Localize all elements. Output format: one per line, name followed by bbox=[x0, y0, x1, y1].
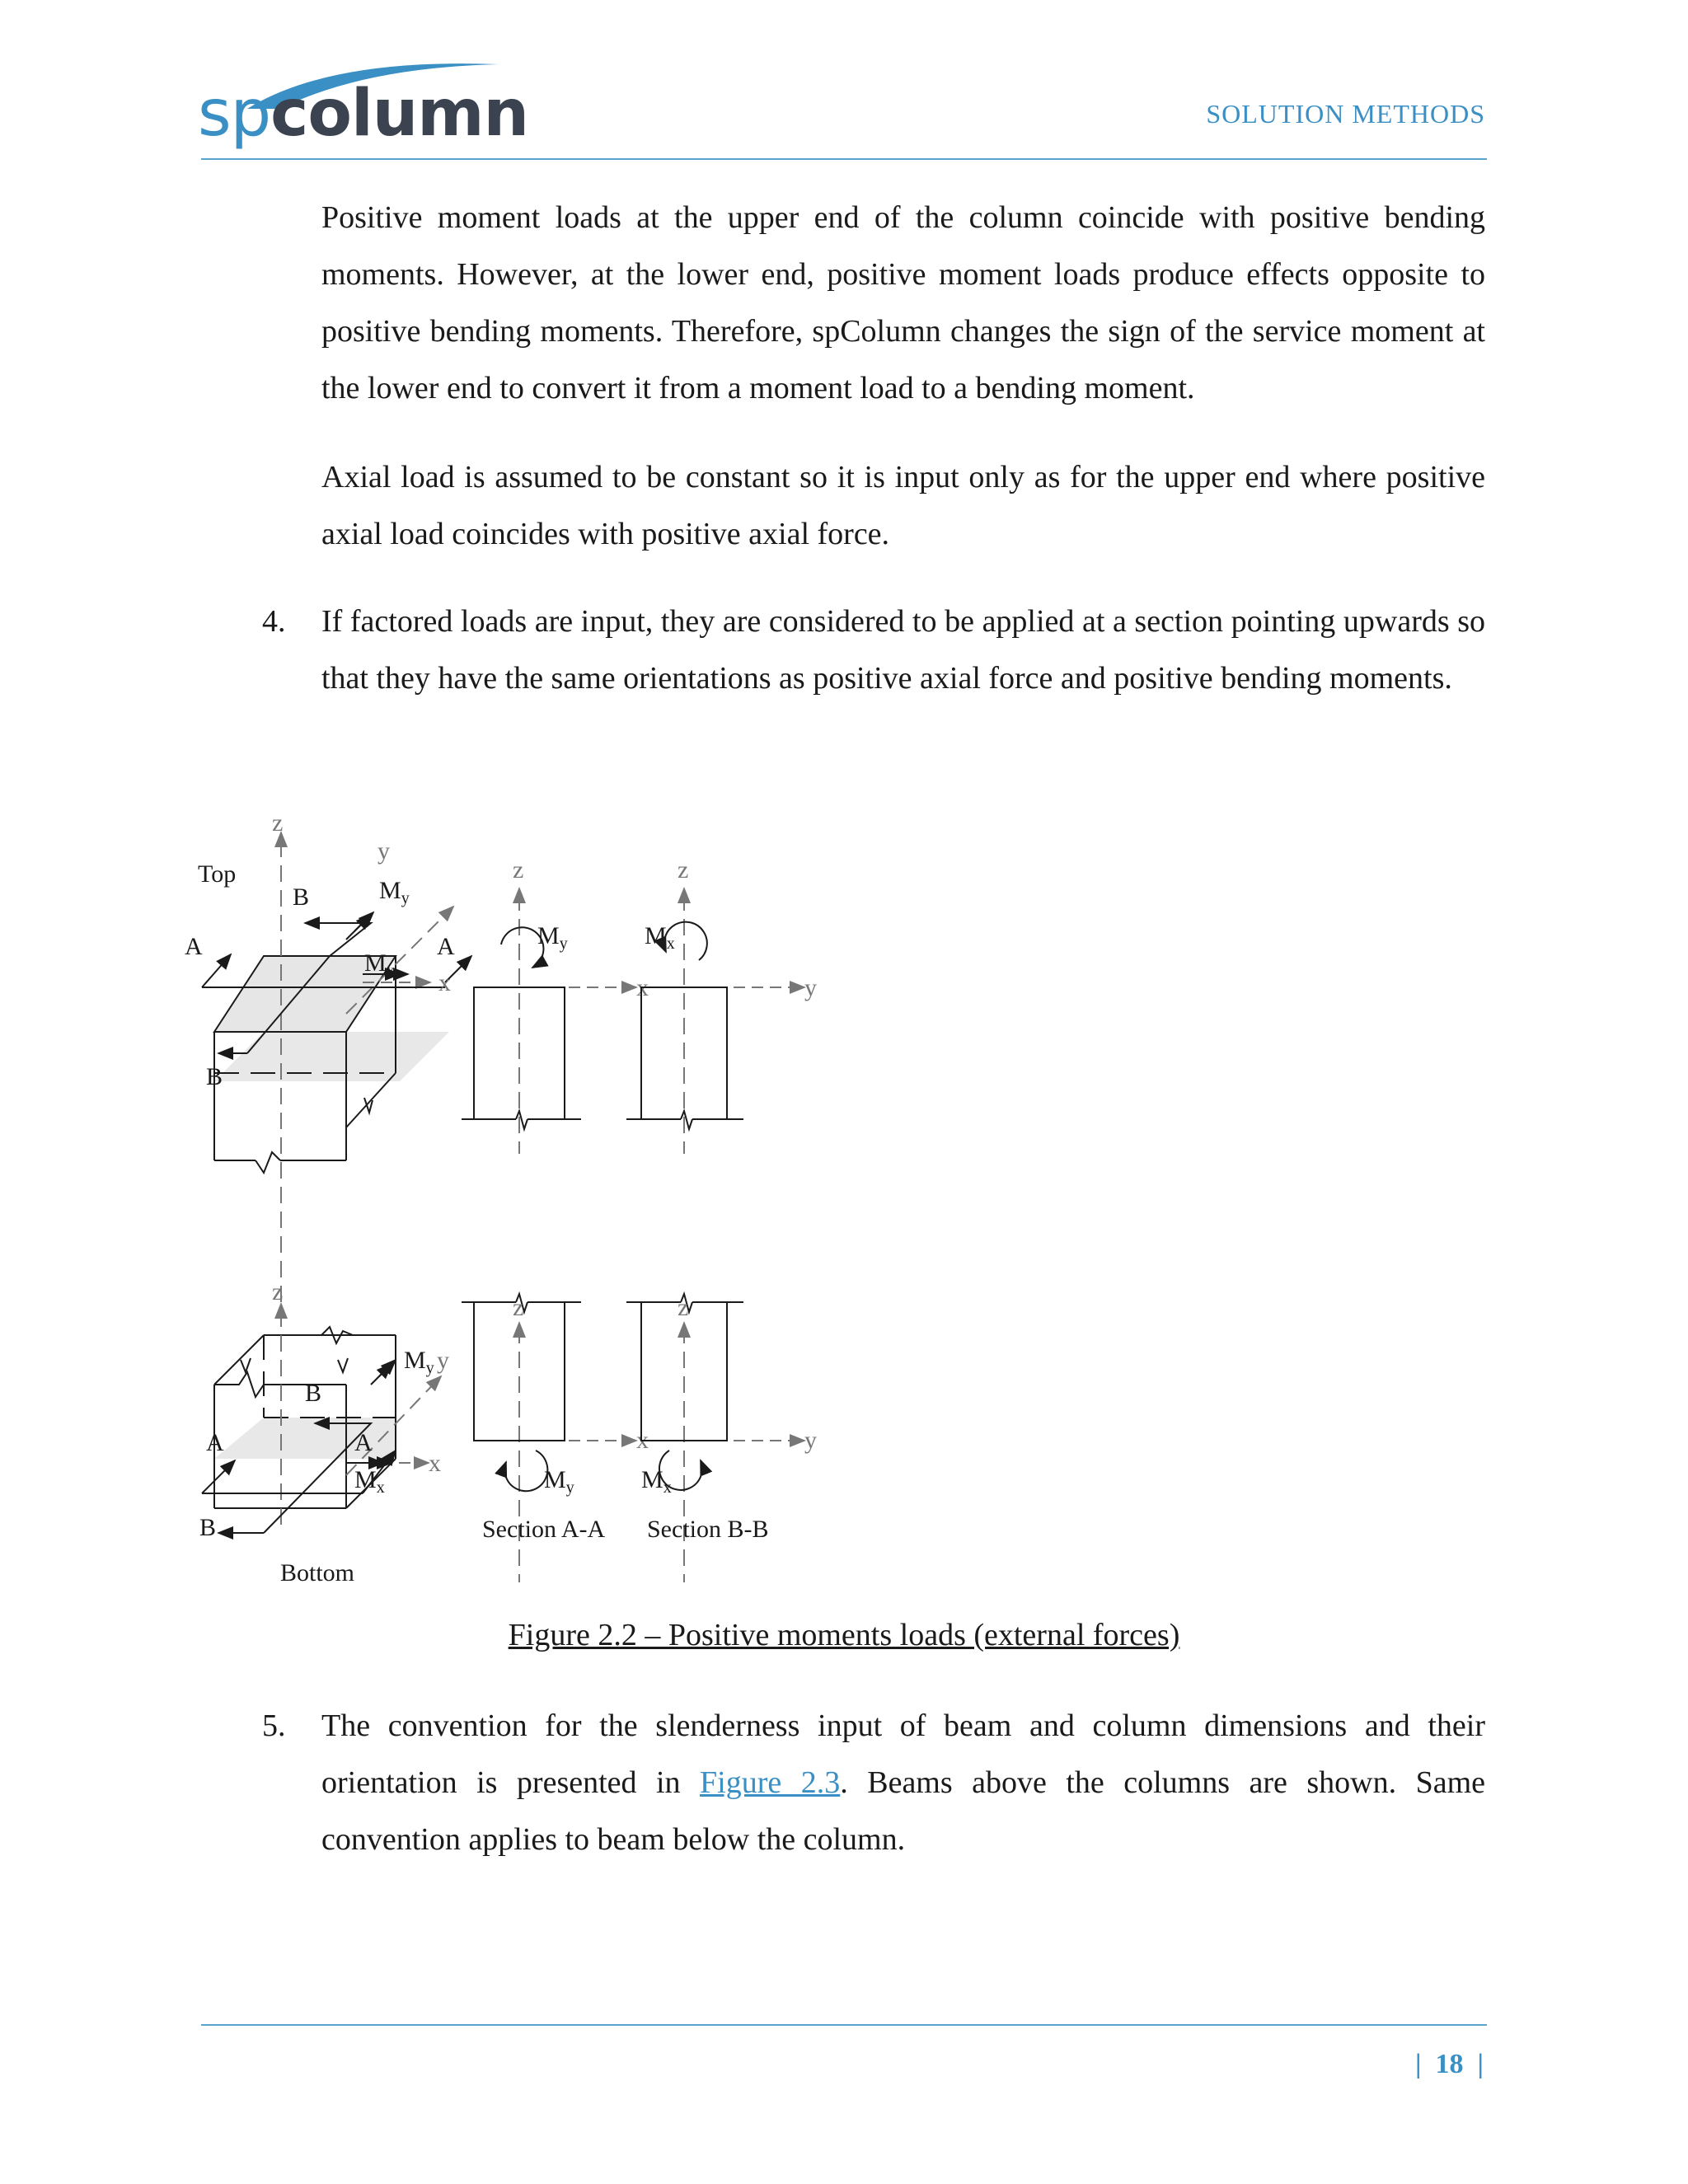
label-a-left: A bbox=[185, 933, 203, 960]
list-number-4: 4. bbox=[262, 604, 286, 639]
footer-divider bbox=[201, 2024, 1487, 2026]
svg-text:y: y bbox=[804, 1427, 817, 1454]
bottom-section-b-b bbox=[626, 1294, 817, 1582]
label-section-b-b: Section B-B bbox=[647, 1516, 769, 1543]
label-bottom: Bottom bbox=[280, 1559, 355, 1586]
list-item-5-text: The convention for the slenderness input of beam and column dimensions and their orientation is presented in Figure 2.3. Beams above the columns are shown. Same convention applies to beam below the column. bbox=[321, 1708, 1486, 1857]
svg-text:z: z bbox=[513, 1294, 524, 1321]
svg-text:My: $M_y$ bbox=[544, 1466, 574, 1497]
svg-text:My: $M_y$ bbox=[404, 1347, 434, 1377]
svg-text:z: z bbox=[272, 1278, 284, 1305]
svg-text:y: y bbox=[437, 1347, 449, 1374]
list-number-5: 5. bbox=[262, 1708, 286, 1743]
top-column-isometric bbox=[214, 956, 449, 1173]
svg-text:My: $M_y$ bbox=[537, 922, 568, 953]
svg-text:x: x bbox=[636, 1427, 649, 1454]
label-b-left: B bbox=[206, 1063, 223, 1090]
section-title: SOLUTION METHODS bbox=[1206, 99, 1485, 129]
axis-z-top-iso: z bbox=[272, 809, 284, 837]
svg-text:z: z bbox=[678, 856, 689, 883]
svg-text:B: B bbox=[305, 1380, 322, 1407]
logo-main: column bbox=[270, 77, 529, 151]
moment-mx-top-iso: $M_x$ bbox=[364, 949, 395, 980]
page-number: | 18 | bbox=[1415, 2049, 1484, 2079]
figure-caption: Figure 2.2 – Positive moments loads (external forces) bbox=[508, 1618, 1180, 1652]
svg-text:A: A bbox=[206, 1429, 224, 1456]
list-item-4-text: If factored loads are input, they are considered to be applied at a section pointing upwards so that they have the same orientations as positive axial force and positive bending moments. bbox=[321, 604, 1485, 696]
svg-text:z: z bbox=[513, 856, 524, 883]
svg-text:y: y bbox=[804, 974, 817, 1001]
paragraph-axial-load: Axial load is assumed to be constant so it is input only as for the upper end where positive axial load coincides with positive axial force. bbox=[321, 460, 1485, 551]
axis-x-top-iso: x bbox=[438, 969, 451, 996]
label-b-top: B bbox=[293, 883, 310, 911]
svg-text:x: x bbox=[636, 974, 649, 1001]
figure-2-3-link[interactable]: Figure 2.3 bbox=[700, 1765, 841, 1800]
bottom-section-a-a bbox=[462, 1294, 649, 1582]
svg-text:x: x bbox=[429, 1450, 441, 1477]
label-top: Top bbox=[198, 860, 237, 888]
svg-text:A: A bbox=[354, 1429, 373, 1456]
top-section-b-b bbox=[626, 856, 817, 1154]
top-section-a-a bbox=[462, 856, 649, 1154]
svg-text:Mx: $M_x$ bbox=[645, 922, 675, 953]
figure-2-2-diagram bbox=[185, 791, 1352, 1615]
spcolumn-logo bbox=[198, 58, 529, 151]
svg-text:z: z bbox=[678, 1294, 689, 1321]
svg-text:B: B bbox=[199, 1514, 217, 1541]
logo-prefix: sp bbox=[198, 77, 271, 151]
label-section-a-a: Section A-A bbox=[482, 1516, 606, 1543]
header-divider bbox=[201, 158, 1487, 160]
axis-y-top-iso: y bbox=[377, 837, 390, 865]
svg-text:Mx: $M_x$ bbox=[641, 1466, 672, 1497]
label-a-right: A bbox=[437, 933, 455, 960]
moment-my-top-iso: $M_y$ bbox=[379, 877, 410, 907]
svg-text:Mx: $M_x$ bbox=[354, 1466, 385, 1497]
paragraph-moment-loads: Positive moment loads at the upper end of the column coincide with positive bending moments. However, at the lower end, positive moment loads produce effects opposite to positive bending moments. Therefore, spColumn changes the sign of the service moment at the lower end to convert it from a moment load to a bending moment. bbox=[321, 200, 1485, 405]
